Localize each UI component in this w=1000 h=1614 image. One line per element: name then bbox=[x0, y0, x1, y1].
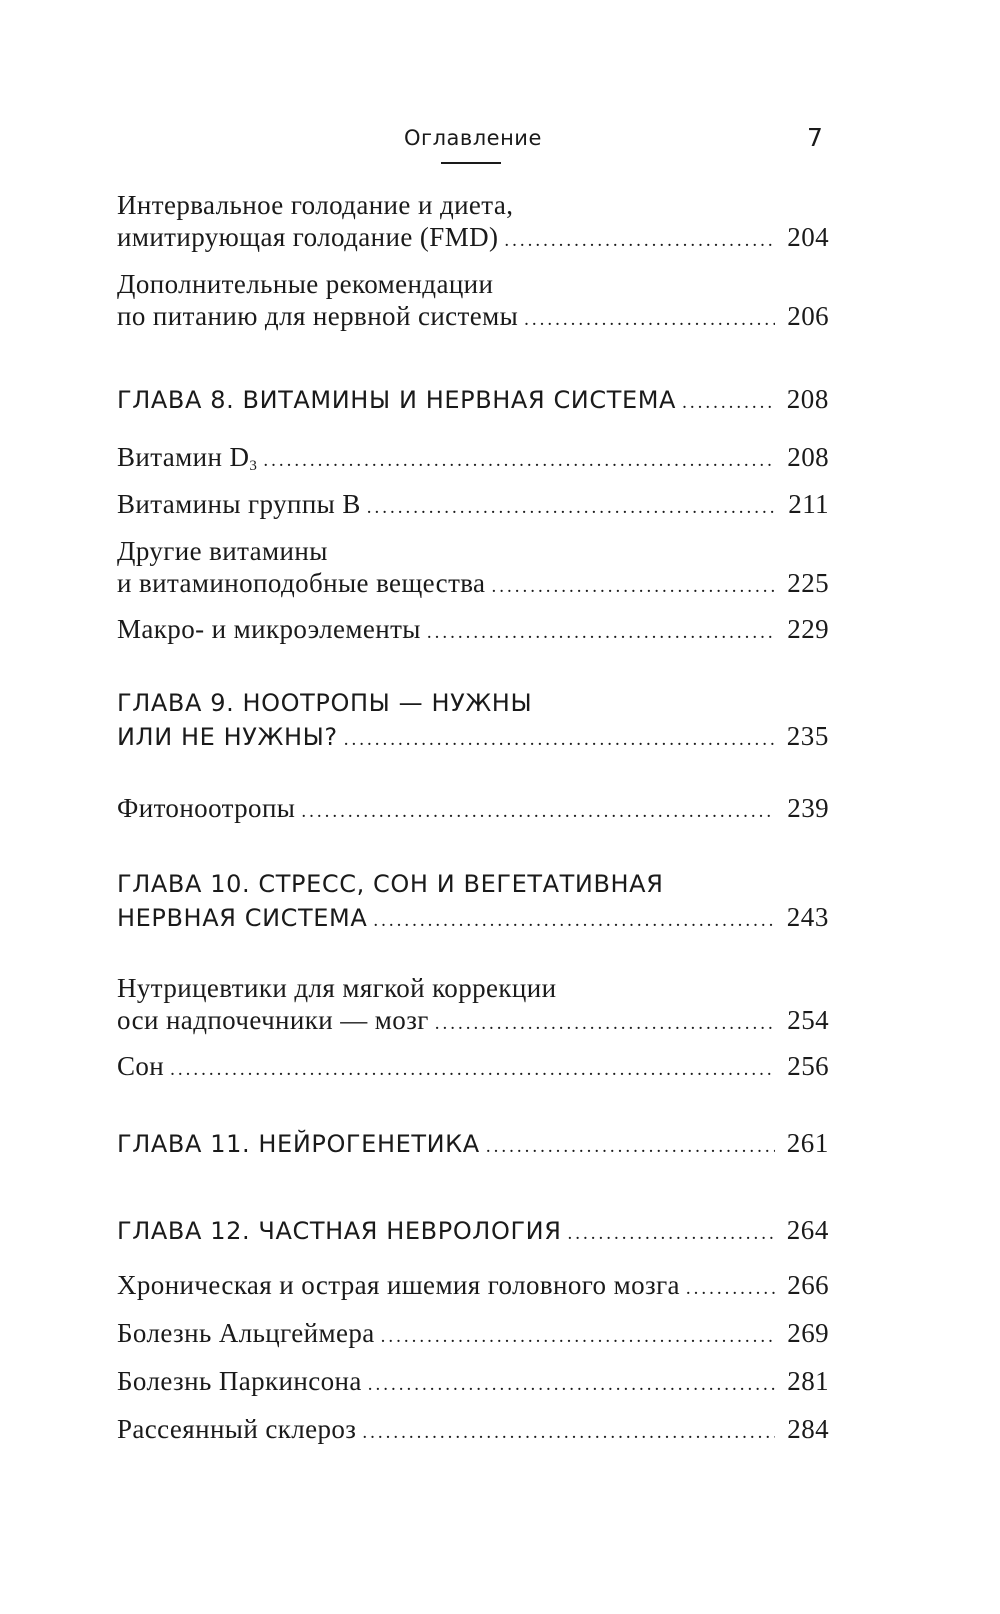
toc-entry-intermittent-fasting[interactable] bbox=[117, 190, 829, 254]
dot-leader bbox=[362, 1422, 775, 1444]
toc-entry-page: 284 bbox=[787, 1414, 829, 1444]
dot-leader bbox=[524, 309, 775, 331]
dot-leader bbox=[170, 1059, 775, 1081]
toc-chapter-9[interactable] bbox=[117, 689, 829, 753]
toc-chapter-10[interactable] bbox=[117, 870, 829, 934]
toc-entry-sleep[interactable] bbox=[117, 1051, 829, 1083]
dot-leader bbox=[368, 1374, 775, 1396]
toc-entry-page: 256 bbox=[787, 1051, 829, 1081]
toc-entry-page: 254 bbox=[787, 1005, 829, 1035]
running-title: Оглавление bbox=[404, 126, 542, 150]
toc-chapter-title-line1: ГЛАВА 9. НООТРОПЫ — НУЖНЫ bbox=[117, 689, 533, 717]
toc-entry-page: 239 bbox=[787, 793, 829, 823]
dot-leader bbox=[344, 729, 775, 751]
dot-leader bbox=[427, 622, 775, 644]
toc-entry-nutraceuticals[interactable] bbox=[117, 973, 829, 1037]
toc-entry-title-line1: Интервальное голодание и диета, bbox=[117, 190, 514, 220]
dot-leader bbox=[367, 497, 775, 519]
toc-entry-title: Фитоноотропы bbox=[117, 793, 296, 823]
dot-leader bbox=[682, 392, 775, 414]
toc-entry-title: Витамины группы В bbox=[117, 489, 361, 519]
toc-chapter-title: ГЛАВА 11. НЕЙРОГЕНЕТИКА bbox=[117, 1130, 480, 1158]
toc-chapter-title-line1: ГЛАВА 10. СТРЕСС, СОН И ВЕГЕТАТИВНАЯ bbox=[117, 870, 664, 898]
dot-leader bbox=[486, 1136, 775, 1158]
toc-entry-page: 208 bbox=[786, 384, 829, 414]
toc-entry-vitamin-d3[interactable] bbox=[117, 442, 829, 474]
toc-entry-phytonootropics[interactable] bbox=[117, 793, 829, 825]
toc-entry-title-line2: имитирующая голодание (FMD) bbox=[117, 222, 499, 252]
toc-entry-title: Рассеянный склероз bbox=[117, 1414, 357, 1444]
toc-entry-title: Сон bbox=[117, 1051, 165, 1081]
subscript: 3 bbox=[249, 458, 258, 474]
toc-entry-title: Болезнь Альцгеймера bbox=[117, 1318, 375, 1348]
toc-chapter-8[interactable] bbox=[117, 384, 829, 416]
dot-leader bbox=[263, 450, 775, 472]
dot-leader bbox=[491, 576, 775, 598]
dot-leader bbox=[504, 230, 775, 252]
toc-entry-parkinson[interactable] bbox=[117, 1366, 829, 1398]
toc-entry-nutrition-recommendations[interactable] bbox=[117, 269, 829, 333]
toc-entry-page: 269 bbox=[787, 1318, 829, 1348]
toc-chapter-11[interactable] bbox=[117, 1128, 829, 1160]
toc-entry-title: Хроническая и острая ишемия головного мозга bbox=[117, 1270, 680, 1300]
toc-entry-page: 235 bbox=[786, 721, 829, 751]
toc-entry-title-line2: оси надпочечники — мозг bbox=[117, 1005, 429, 1035]
toc-entry-page: 264 bbox=[786, 1215, 829, 1245]
toc-entry-alzheimer[interactable] bbox=[117, 1318, 829, 1350]
toc-entry-page: 208 bbox=[787, 442, 829, 472]
toc-entry-title: Макро- и микроэлементы bbox=[117, 614, 421, 644]
toc-entry-multiple-sclerosis[interactable] bbox=[117, 1414, 829, 1446]
page-number: 7 bbox=[807, 123, 823, 152]
toc-entry-page: 206 bbox=[787, 301, 829, 331]
toc-chapter-title-line2: ИЛИ НЕ НУЖНЫ? bbox=[117, 723, 338, 751]
toc-chapter-title-line2: НЕРВНАЯ СИСТЕМА bbox=[117, 904, 368, 932]
toc-entry-page: 229 bbox=[787, 614, 829, 644]
toc-entry-macro-micro[interactable] bbox=[117, 614, 829, 646]
dot-leader bbox=[568, 1223, 775, 1245]
page-header bbox=[0, 123, 1000, 166]
toc-entry-title-line1: Дополнительные рекомендации bbox=[117, 269, 494, 299]
toc-entry-other-vitamins[interactable] bbox=[117, 536, 829, 600]
toc-entry-title-line2: по питанию для нервной системы bbox=[117, 301, 519, 331]
toc-entry-page: 261 bbox=[786, 1128, 829, 1158]
toc-entry-title-line1: Нутрицевтики для мягкой коррекции bbox=[117, 973, 557, 1003]
dot-leader bbox=[373, 910, 775, 932]
toc-entry-title-line2: и витаминоподобные вещества bbox=[117, 568, 486, 598]
toc-entry-title-line1: Другие витамины bbox=[117, 536, 328, 566]
dot-leader bbox=[435, 1013, 775, 1035]
toc-chapter-title: ГЛАВА 12. ЧАСТНАЯ НЕВРОЛОГИЯ bbox=[117, 1217, 562, 1245]
toc-entry-page: 281 bbox=[787, 1366, 829, 1396]
dot-leader bbox=[381, 1326, 775, 1348]
toc-entry-page: 204 bbox=[787, 222, 829, 252]
toc-entry-page: 243 bbox=[786, 902, 829, 932]
title-underline bbox=[441, 162, 501, 164]
toc-entry-ischemia[interactable] bbox=[117, 1270, 829, 1302]
toc-entry-page: 225 bbox=[787, 568, 829, 598]
toc-entry-title: Болезнь Паркинсона bbox=[117, 1366, 362, 1396]
toc-entry-page: 266 bbox=[787, 1270, 829, 1300]
dot-leader bbox=[301, 801, 775, 823]
toc-entry-title: Витамин $D_3$ bbox=[117, 442, 258, 474]
toc-chapter-12[interactable] bbox=[117, 1215, 829, 1247]
toc-chapter-title: ГЛАВА 8. ВИТАМИНЫ И НЕРВНАЯ СИСТЕМА bbox=[117, 386, 677, 414]
toc-entry-page: 211 bbox=[788, 489, 829, 519]
toc-entry-b-vitamins[interactable] bbox=[117, 489, 829, 521]
dot-leader bbox=[686, 1278, 775, 1300]
